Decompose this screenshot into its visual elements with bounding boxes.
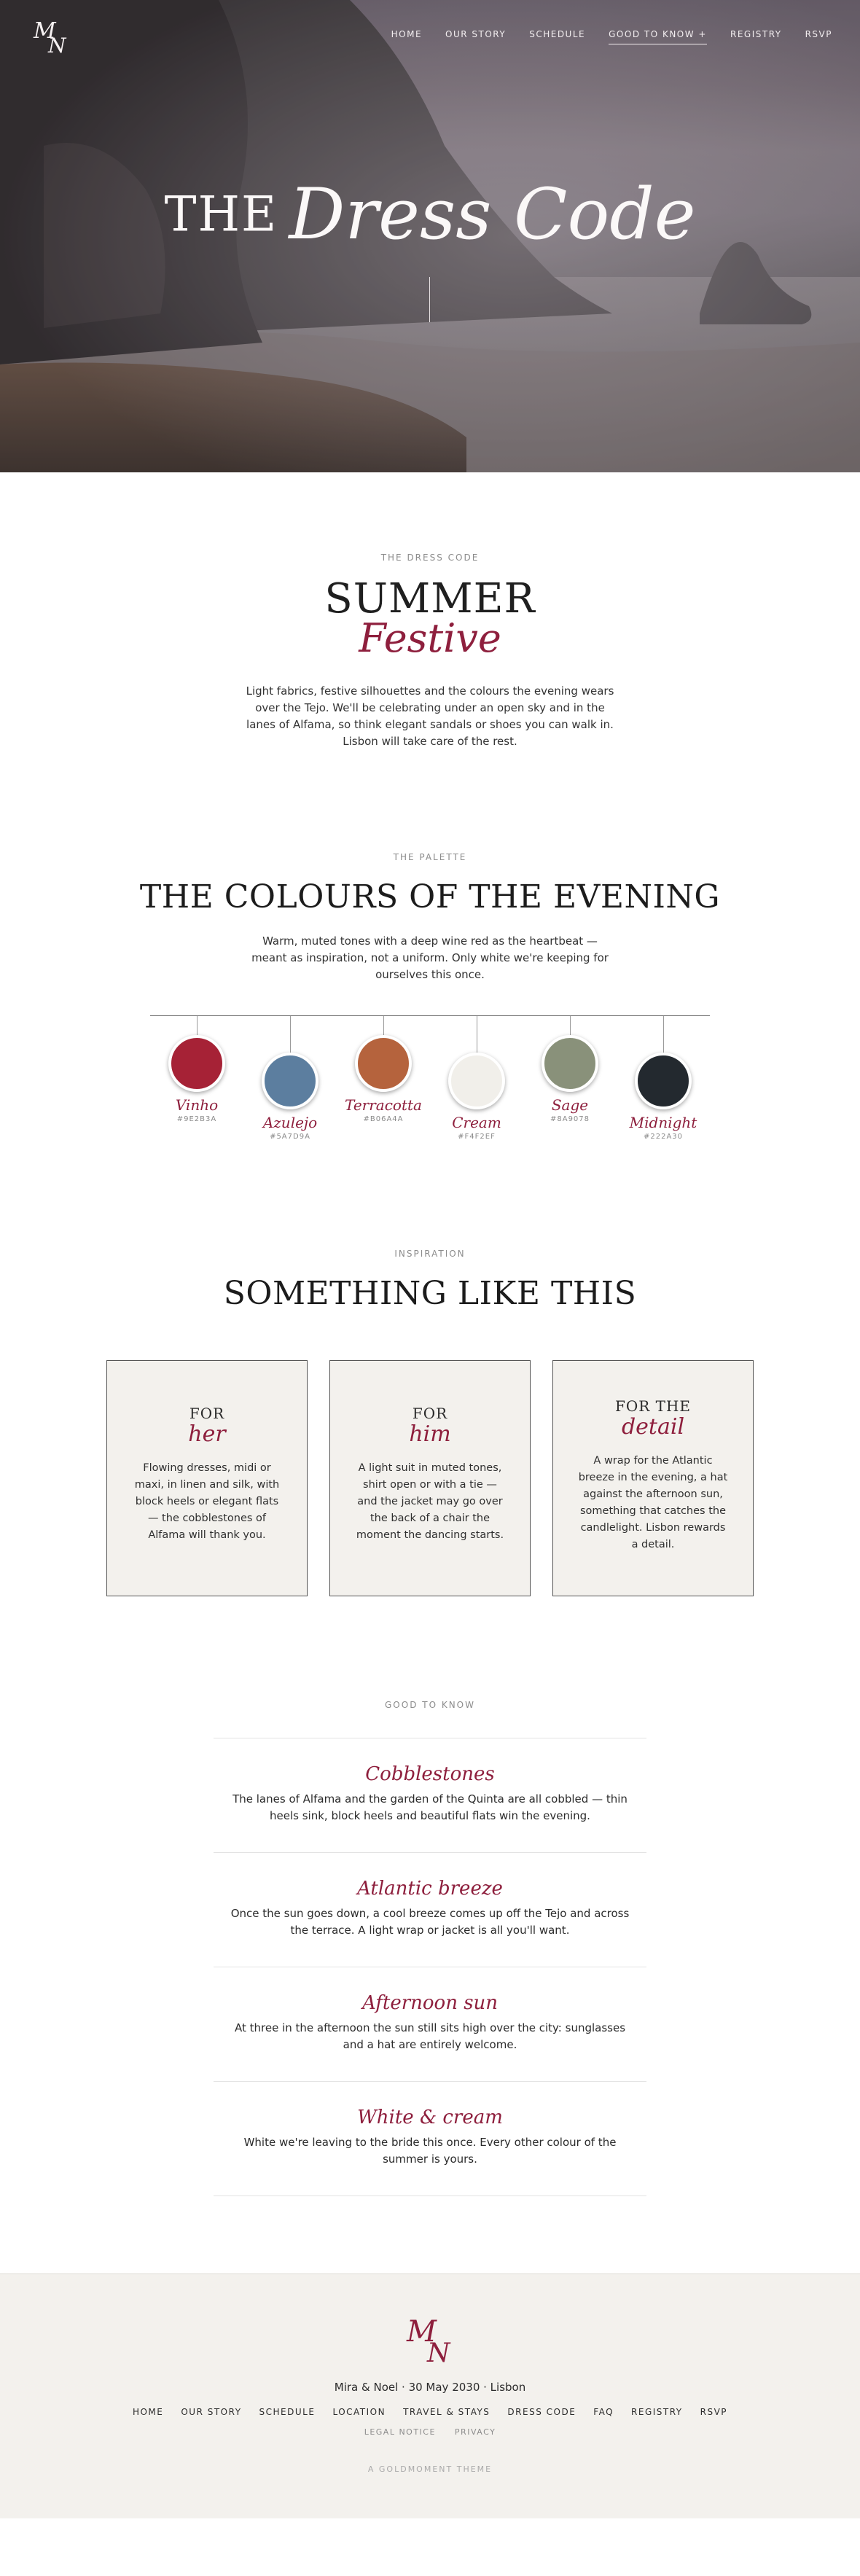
tip-title: Atlantic breeze: [357, 1878, 503, 1900]
tip-title: Cobblestones: [365, 1763, 495, 1786]
tip-body: At three in the afternoon the sun still sits high over the city: sunglasses and a hat are entirely welcome.: [234, 2021, 626, 2052]
card-top: FOR: [412, 1405, 448, 1423]
tip-title: Afternoon sun: [361, 1992, 499, 2015]
swatch-hex: #B06A4A: [363, 1115, 404, 1124]
inspiration-eyebrow: INSPIRATION: [394, 1249, 466, 1260]
footer-nav-schedule[interactable]: SCHEDULE: [259, 2407, 316, 2418]
swatch-hex: #9E2B3A: [176, 1115, 217, 1124]
card-for-her: [106, 1360, 308, 1596]
tip-white-cream: [214, 2082, 646, 2196]
good-to-know-section: [0, 1596, 860, 2196]
svg-text:M: M: [407, 2315, 437, 2349]
footer-monogram-logo[interactable]: [401, 2314, 459, 2368]
footer-nav-registry[interactable]: REGISTRY: [631, 2407, 683, 2418]
tip-body: White we're leaving to the bride this once. Every other colour of the summer is yours.: [243, 2136, 617, 2166]
svg-text:N: N: [48, 34, 66, 57]
inspiration-cards: [0, 1360, 860, 1596]
intro-body: Light fabrics, festive silhouettes and the colours the evening wears over the Tejo. We'll be celebrating under an open sky and in the lanes of Alfama, so think elegant sandals or shoes you can walk in. Lisbon will take care of the rest.: [246, 684, 614, 749]
card-sub: her: [188, 1421, 226, 1448]
footer-couple-line: Mira & Noel · 30 May 2030 · Lisbon: [334, 2381, 526, 2394]
footer-legal-nav: [0, 2427, 860, 2437]
swatch-circle: [355, 1035, 412, 1092]
nav-good-to-know[interactable]: GOOD TO KNOW +: [609, 29, 707, 44]
monogram-logo[interactable]: [29, 17, 73, 57]
palette-heading: THE COLOURS OF THE EVENING: [139, 878, 721, 916]
scroll-indicator-line: [429, 277, 430, 322]
inspiration-heading: SOMETHING LIKE THIS: [223, 1275, 637, 1313]
swatch-string: [290, 1016, 291, 1053]
good-to-know-list: [214, 1738, 646, 2196]
main-nav: [391, 29, 832, 44]
card-body: A wrap for the Atlantic breeze in the evening, a hat against the afternoon sun, something that catches the candlelight. Lisbon rewards a detail.: [578, 1455, 728, 1551]
intro-heading: SUMMER: [324, 575, 536, 622]
swatch-hex: #5A7D9A: [270, 1133, 310, 1141]
footer-nav-our-story[interactable]: OUR STORY: [181, 2407, 242, 2418]
hero-title-plain: THE: [164, 186, 278, 243]
site-footer: [0, 2273, 860, 2518]
palette-body: Warm, muted tones with a deep wine red as the heartbeat — meant as inspiration, not a uniform. Only white we're keeping for ourselves this once.: [251, 934, 609, 982]
palette-section: [0, 750, 860, 1161]
card-sub: detail: [621, 1414, 685, 1440]
swatch-vinho: [153, 1016, 241, 1123]
nav-home[interactable]: HOME: [391, 29, 423, 39]
swatch-circle: [448, 1053, 505, 1109]
swatch-name: Terracotta: [345, 1096, 422, 1115]
swatch-hex: #8A9078: [550, 1115, 590, 1124]
footer-nav: [0, 2407, 860, 2417]
swatch-sage: [526, 1016, 614, 1123]
nav-rsvp[interactable]: RSVP: [805, 29, 832, 39]
footer-nav-travel-stays[interactable]: TRAVEL & STAYS: [403, 2407, 490, 2418]
card-sub: him: [409, 1421, 451, 1448]
card-top: FOR: [189, 1405, 225, 1423]
intro-heading-script: Festive: [359, 615, 501, 661]
tip-title: White & cream: [357, 2107, 503, 2129]
footer-credit[interactable]: A GOLDMOMENT THEME: [367, 2464, 493, 2475]
palette-eyebrow: THE PALETTE: [393, 852, 467, 863]
footer-legal-notice-link[interactable]: LEGAL NOTICE: [364, 2427, 436, 2438]
footer-nav-rsvp[interactable]: RSVP: [700, 2407, 728, 2418]
tip-body: Once the sun goes down, a cool breeze comes up off the Tejo and across the terrace. A light wrap or jacket is all you'll want.: [230, 1907, 630, 1937]
svg-text:N: N: [427, 2338, 450, 2368]
swatch-circle: [635, 1053, 692, 1109]
nav-schedule[interactable]: SCHEDULE: [529, 29, 586, 39]
inspiration-section: [0, 1161, 860, 1596]
card-top: FOR THE: [614, 1397, 692, 1416]
swatch-circle: [168, 1035, 225, 1092]
footer-nav-location[interactable]: LOCATION: [332, 2407, 386, 2418]
card-body: Flowing dresses, midi or maxi, in linen and silk, with block heels or elegant flats — the cobblestones of Alfama will thank you.: [134, 1462, 280, 1542]
hero-title-script: Dress Code: [289, 173, 696, 255]
swatch-terracotta: [340, 1016, 427, 1123]
dress-code-intro: [0, 472, 860, 750]
swatch-name: Vinho: [175, 1096, 219, 1115]
swatch-string: [197, 1016, 198, 1035]
swatch-name: Sage: [551, 1096, 589, 1115]
swatch-name: Midnight: [629, 1114, 697, 1132]
swatch-string: [383, 1016, 384, 1035]
swatch-hex: #F4F2EF: [458, 1133, 496, 1141]
swatch-midnight: [619, 1016, 707, 1141]
footer-privacy-link[interactable]: PRIVACY: [454, 2427, 496, 2438]
swatch-line: [150, 1015, 710, 1161]
card-for-him: [329, 1360, 531, 1596]
svg-text:M: M: [34, 18, 56, 44]
card-for-the-detail: [552, 1360, 754, 1596]
swatch-name: Cream: [452, 1114, 501, 1132]
swatch-cream: [433, 1016, 520, 1141]
nav-our-story[interactable]: OUR STORY: [445, 29, 507, 39]
card-body: A light suit in muted tones, shirt open or with a tie — and the jacket may go over the back of a chair the moment the dancing starts.: [356, 1462, 504, 1542]
swatch-hex: #222A30: [643, 1133, 684, 1141]
tip-cobblestones: [214, 1738, 646, 1853]
footer-nav-faq[interactable]: FAQ: [593, 2407, 614, 2418]
nav-registry[interactable]: REGISTRY: [730, 29, 782, 39]
hero-title: [0, 173, 860, 255]
good-to-know-eyebrow: GOOD TO KNOW: [385, 1700, 475, 1711]
footer-nav-home[interactable]: HOME: [132, 2407, 164, 2418]
footer-nav-dress-code[interactable]: DRESS CODE: [507, 2407, 576, 2418]
tip-atlantic-breeze: [214, 1853, 646, 1967]
swatch-circle: [262, 1053, 318, 1109]
swatch-name: Azulejo: [262, 1114, 318, 1132]
tip-body: The lanes of Alfama and the garden of the Quinta are all cobbled — thin heels sink, block heels and beautiful flats win the evening.: [232, 1792, 628, 1823]
swatch-circle: [542, 1035, 598, 1092]
swatch-string: [570, 1016, 571, 1035]
intro-eyebrow: THE DRESS CODE: [380, 553, 480, 563]
hero-banner: [0, 0, 860, 472]
tip-afternoon-sun: [214, 1967, 646, 2082]
swatch-azulejo: [246, 1016, 334, 1141]
swatch-string: [663, 1016, 664, 1053]
